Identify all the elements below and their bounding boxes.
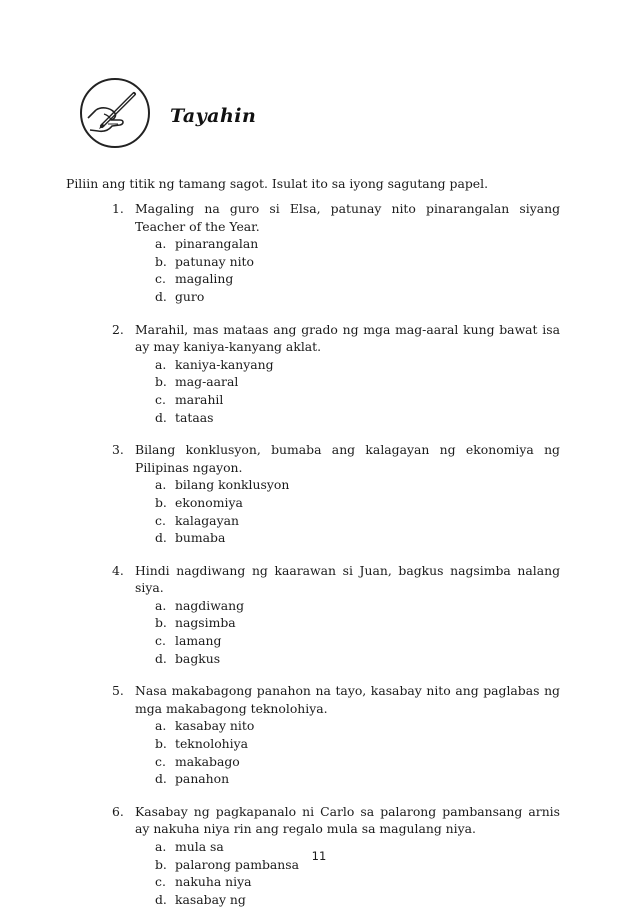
option-letter: c. <box>155 512 166 528</box>
option-item <box>155 753 560 771</box>
question-item <box>112 200 560 306</box>
option-letter: b. <box>155 253 167 269</box>
option-text: lamang <box>175 633 222 649</box>
question-number: 6. <box>112 803 124 819</box>
option-letter: d. <box>155 771 167 787</box>
question-text: Nasa makabagong panahon na tayo, kasabay nito ang paglabas ng mga makabagong teknolohiya. <box>135 683 560 716</box>
option-list <box>112 356 560 426</box>
option-text: mula sa <box>175 839 224 854</box>
option-letter: b. <box>155 374 167 390</box>
option-list <box>112 717 560 787</box>
option-text: ekonomiya <box>175 494 243 510</box>
option-letter: d. <box>155 530 167 546</box>
question-number: 5. <box>112 683 124 699</box>
question-text: Magaling na guro si Elsa, patunay nito pinarangalan siyang Teacher of the Year. <box>135 201 560 234</box>
question-number: 4. <box>112 562 124 578</box>
question-text: Bilang konklusyon, bumaba ang kalagayan ng ekonomiya ng Pilipinas ngayon. <box>135 442 560 475</box>
option-letter: d. <box>155 650 167 666</box>
option-item <box>155 735 560 753</box>
option-item <box>155 614 560 632</box>
instructions: Piliin ang titik ng tamang sagot. Isulat ito sa iyong sagutang papel. <box>66 176 489 191</box>
option-list <box>112 476 560 546</box>
option-item <box>155 391 560 409</box>
option-text: guro <box>175 288 205 304</box>
question-list <box>112 200 560 923</box>
option-text: nagsimba <box>175 615 236 631</box>
option-letter: c. <box>155 874 166 890</box>
option-text: makabago <box>175 753 240 769</box>
option-letter: c. <box>155 753 166 769</box>
option-letter: a. <box>155 356 167 372</box>
option-letter: d. <box>155 288 167 304</box>
question-item <box>112 562 560 668</box>
option-letter: b. <box>155 494 167 510</box>
option-text: palarong pambansa <box>175 856 300 872</box>
option-letter: b. <box>155 615 167 631</box>
option-item <box>155 356 560 374</box>
option-item <box>155 770 560 788</box>
question-number: 3. <box>112 442 124 458</box>
option-text: bilang konklusyon <box>175 477 290 493</box>
option-letter: b. <box>155 736 167 752</box>
option-letter: d. <box>155 409 167 425</box>
option-item <box>155 512 560 530</box>
option-text: mag-aaral <box>175 374 239 390</box>
option-item <box>155 253 560 271</box>
option-item <box>155 529 560 547</box>
option-item <box>155 597 560 615</box>
option-item <box>155 717 560 735</box>
option-item <box>155 891 560 909</box>
option-item <box>155 632 560 650</box>
option-text: pinarangalan <box>175 236 259 252</box>
option-item <box>155 650 560 668</box>
question-number: 1. <box>112 201 124 216</box>
option-text: kasabay nito <box>175 718 255 734</box>
option-text: bumaba <box>175 530 226 546</box>
option-text: kalagayan <box>175 512 239 528</box>
question-item <box>112 321 560 427</box>
page-number: 11 <box>311 849 327 863</box>
option-item <box>155 409 560 427</box>
option-text: panahon <box>175 771 230 787</box>
option-letter: a. <box>155 236 167 252</box>
option-text: marahil <box>175 391 224 407</box>
option-list <box>112 235 560 305</box>
option-letter: c. <box>155 271 166 287</box>
option-item <box>155 373 560 391</box>
option-item <box>155 288 560 306</box>
option-text: patunay nito <box>175 253 254 269</box>
option-text: tataas <box>175 409 214 425</box>
option-list <box>112 597 560 667</box>
option-text: bagkus <box>175 650 221 666</box>
option-letter: d. <box>155 891 167 907</box>
question-number: 2. <box>112 321 124 337</box>
option-item <box>155 235 560 253</box>
option-letter: c. <box>155 633 166 649</box>
option-text: kasabay ng <box>175 891 246 907</box>
option-text: teknolohiya <box>175 736 249 752</box>
option-letter: a. <box>155 597 167 613</box>
option-item <box>155 270 560 288</box>
option-item <box>155 494 560 512</box>
option-letter: a. <box>155 477 167 493</box>
question-text: Marahil, mas mataas ang grado ng mga mag-aaral kung bawat isa ay may kaniya-kanyang aklat. <box>135 321 560 355</box>
section-title: Tayahin <box>170 105 257 127</box>
option-letter: a. <box>155 718 167 734</box>
option-text: nakuha niya <box>175 874 252 890</box>
option-text: nagdiwang <box>175 597 245 613</box>
question-item <box>112 682 560 788</box>
question-text: Kasabay ng pagkapanalo ni Carlo sa palarong pambansang arnis ay nakuha niya rin ang regalo mula sa magulang niya. <box>135 803 560 837</box>
option-letter: b. <box>155 856 167 872</box>
hand-writing-pencil-icon <box>80 78 150 148</box>
question-text: Hindi nagdiwang ng kaarawan si Juan, bagkus nagsimba nalang siya. <box>135 562 560 596</box>
option-letter: c. <box>155 391 166 407</box>
option-letter: a. <box>155 839 167 854</box>
question-item <box>112 441 560 547</box>
option-item <box>155 873 560 891</box>
option-item <box>155 476 560 494</box>
option-text: kaniya-kanyang <box>175 356 274 372</box>
option-text: magaling <box>175 271 234 287</box>
